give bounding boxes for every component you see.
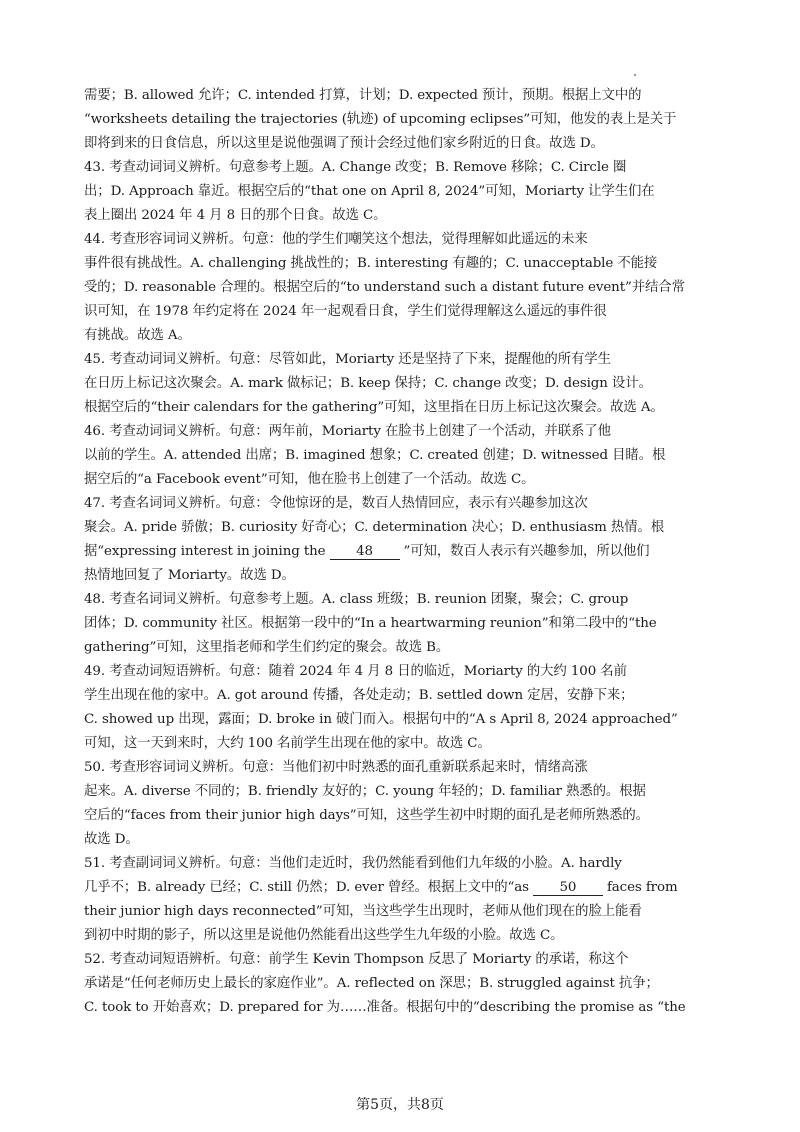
text-line: 有挑战。故选 A。 [84, 328, 191, 343]
text-line: 团体；D. community 社区。根据第一段中的“In a heartwarming reunion”和第二段中的“the [84, 616, 657, 631]
scan-speck [634, 74, 636, 76]
text-line: C. took to 开始喜欢；D. prepared for 为……准备。根据句中的“describing the promise as “the [84, 1000, 686, 1015]
text-line: 以前的学生。A. attended 出席；B. imagined 想象；C. created 创建；D. witnessed 目睹。根 [84, 448, 666, 463]
blank-number-50: 50 [533, 880, 603, 896]
text-line [84, 540, 716, 564]
text-line: 51. 考查副词词义辨析。句意：当他们走近时，我仍然能看到他们九年级的小脸。A. hardly [84, 856, 622, 871]
text-line: 50. 考查形容词词义辨析。句意：当他们初中时熟悉的面孔重新联系起来时，情绪高涨 [84, 760, 588, 775]
text-line: 据空后的“a Facebook event”可知，他在脸书上创建了一个活动。故选 C。 [84, 472, 535, 487]
text-line: 49. 考查动词短语辨析。句意：随着 2024 年 4 月 8 日的临近，Moriarty 的大约 100 名前 [84, 664, 627, 679]
text-line: 聚会。A. pride 骄傲；B. curiosity 好奇心；C. determination 决心；D. enthusiasm 热情。根 [84, 520, 665, 535]
text-line: 46. 考查动词词义辨析。句意：两年前，Moriarty 在脸书上创建了一个活动，并联系了他 [84, 424, 611, 439]
text-line: 即将到来的日食信息，所以这里是说他强调了预计会经过他们家乡附近的日食。故选 D。 [84, 136, 604, 151]
blank-line-after: ”可知，数百人表示有兴趣参加，所以他们 [403, 544, 650, 559]
text-line: 需要；B. allowed 允许；C. intended 打算，计划；D. expected 预计，预期。根据上文中的 [84, 88, 642, 103]
blank-line-before: 据“expressing interest in joining the [84, 544, 326, 559]
text-line: 45. 考查动词词义辨析。句意：尽管如此，Moriarty 还是坚持了下来，提醒他的所有学生 [84, 352, 611, 367]
text-line: 到初中时期的影子，所以这里是说他仍然能看出这些学生九年级的小脸。故选 C。 [84, 928, 564, 943]
text-line: 可知，这一天到来时，大约 100 名前学生出现在他的家中。故选 C。 [84, 736, 491, 751]
text-line: 48. 考查名词词义辨析。句意参考上题。A. class 班级；B. reunion 团聚，聚会；C. group [84, 592, 629, 607]
text-line: 热情地回复了 Moriarty。故选 D。 [84, 568, 295, 583]
text-line: 出；D. Approach 靠近。根据空后的“that one on April 8, 2024”可知，Moriarty 让学生们在 [84, 184, 655, 199]
text-line: gathering”可知，这里指老师和学生们约定的聚会。故选 B。 [84, 640, 450, 655]
page-number: 第5页，共8页 [356, 1097, 444, 1113]
text-line: 识可知，在 1978 年约定将在 2024 年一起观看日食，学生们觉得理解这么遥远的事件很 [84, 304, 607, 319]
text-line: 在日历上标记这次聚会。A. mark 做标记；B. keep 保持；C. change 改变；D. design 设计。 [84, 376, 652, 391]
text-line: 学生出现在他的家中。A. got around 传播，各处走动；B. settled down 定居，安静下来； [84, 688, 634, 703]
text-line: 承诺是“任何老师历史上最长的家庭作业”。A. reflected on 深思；B. struggled against 抗争； [84, 976, 659, 991]
text-line: 44. 考查形容词词义辨析。句意：他的学生们嘲笑这个想法，觉得理解如此遥远的未来 [84, 232, 588, 247]
text-line: 受的；D. reasonable 合理的。根据空后的“to understand such a distant future event”并结合常 [84, 280, 685, 295]
blank-line-after: faces from [606, 880, 678, 895]
text-line: their junior high days reconnected”可知，当这些学生出现时，老师从他们现在的脸上能看 [84, 904, 642, 919]
text-line [84, 876, 716, 900]
text-line: 表上圈出 2024 年 4 月 8 日的那个日食。故选 C。 [84, 208, 387, 223]
blank-number-48: 48 [330, 544, 400, 560]
text-line: “worksheets detailing the trajectories (轨迹) of upcoming eclipses”可知，他发的表上是关于 [84, 112, 677, 127]
text-line: 空后的“faces from their junior high days”可知，这些学生初中时期的面孔是老师所熟悉的。 [84, 808, 649, 823]
text-line: 事件很有挑战性。A. challenging 挑战性的；B. interesting 有趣的；C. unacceptable 不能接 [84, 256, 658, 271]
blank-line-before: 几乎不；B. already 已经；C. still 仍然；D. ever 曾经。根据上文中的“as [84, 880, 529, 895]
answer-explanations [84, 84, 716, 1020]
text-line: 起来。A. diverse 不同的；B. friendly 友好的；C. young 年轻的；D. familiar 熟悉的。根据 [84, 784, 646, 799]
text-line: 根据空后的“their calendars for the gathering”可知，这里指在日历上标记这次聚会。故选 A。 [84, 400, 664, 415]
text-line: C. showed up 出现，露面；D. broke in 破门而入。根据句中的“A s April 8, 2024 approached” [84, 712, 678, 727]
text-line: 43. 考查动词词义辨析。句意参考上题。A. Change 改变；B. Remove 移除；C. Circle 圈 [84, 160, 627, 175]
text-line: 故选 D。 [84, 832, 139, 847]
text-line: 52. 考查动词短语辨析。句意：前学生 Kevin Thompson 反思了 Moriarty 的承诺，称这个 [84, 952, 629, 967]
text-line: 47. 考查名词词义辨析。句意：令他惊讶的是，数百人热情回应，表示有兴趣参加这次 [84, 496, 588, 511]
